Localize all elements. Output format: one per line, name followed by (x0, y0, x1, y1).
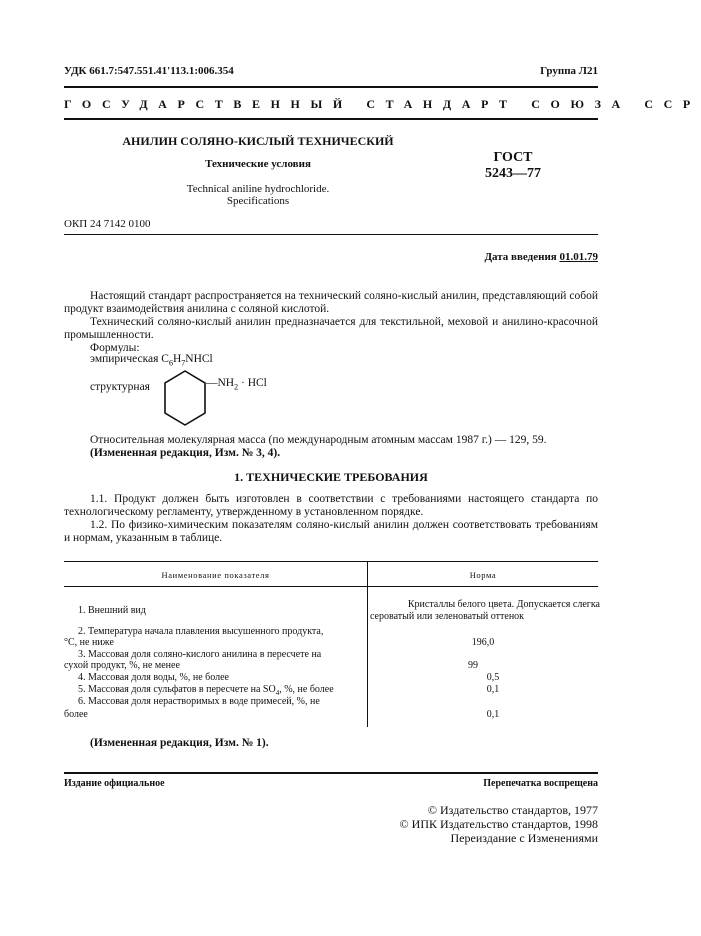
molecular-mass: Относительная молекулярная масса (по международным атомным массам 1987 г.) — 129, 59. (90, 434, 547, 446)
purpose-paragraph: Технический соляно-кислый анилин предназначается для текстильной, меховой и анилино-красочной промышленности. (64, 316, 598, 341)
requirements-table (64, 561, 598, 727)
empirical-label: эмпирическая (90, 353, 159, 365)
row1-norm-line1: Кристаллы белого цвета. Допускается слегка (407, 599, 600, 610)
empirical-c: C (161, 353, 169, 365)
row4-name: 4. Массовая доля воды, %, не более (78, 672, 229, 683)
hcl-part: · HCl (238, 377, 267, 389)
official-edition: Издание официальное (64, 778, 165, 789)
row5-name-post: , %, не более (279, 684, 334, 695)
table-header-rule (64, 586, 598, 587)
gost-label: ГОСТ (493, 150, 533, 165)
row3-name-line1: 3. Массовая доля соляно-кислого анилина в пересчете на (78, 649, 322, 660)
document-title: АНИЛИН СОЛЯНО-КИСЛЫЙ ТЕХНИЧЕСКИЙ (122, 134, 394, 148)
structural-label: структурная (90, 381, 150, 393)
okp-code: ОКП 24 7142 0100 (64, 218, 151, 230)
row4-norm: 0,5 (486, 672, 500, 683)
reprint-prohibited: Перепечатка воспрещена (483, 778, 598, 789)
empirical-rest: NHCl (185, 353, 213, 365)
table-top-rule (64, 561, 598, 562)
group-code: Группа Л21 (540, 65, 598, 77)
row1-norm-line2: сероватый или зеленоватый оттенок (370, 611, 525, 622)
row5-name-pre: 5. Массовая доля сульфатов в пересчете на SO (78, 684, 276, 695)
udk-code: УДК 661.7:547.551.41'113.1:006.354 (64, 65, 234, 77)
table-edition-note: (Измененная редакция, Изм. № 1). (90, 737, 269, 749)
nh-group: —NH (206, 377, 235, 389)
row3-norm: 99 (468, 660, 478, 671)
intro-date-value: 01.01.79 (559, 251, 598, 263)
row6-name-line2: более (64, 709, 88, 720)
footer-rule (64, 772, 598, 774)
row2-name-line2: °С, не ниже (64, 637, 114, 648)
edition-note: (Измененная редакция, Изм. № 3, 4). (90, 447, 281, 459)
document-subtitle: Технические условия (205, 158, 311, 170)
column-header-name: Наименование показателя (161, 570, 270, 580)
clause-1-2: 1.2. По физико-химическим показателям соляно-кислый анилин должен соответствовать требованиям и нормам, указанным в таблице. (64, 519, 598, 544)
row6-norm: 0,1 (486, 709, 500, 720)
reissue-note: Переиздание с Изменениями (450, 831, 598, 845)
row6-name-line1: 6. Массовая доля нерастворимых в воде примесей, %, не (78, 696, 320, 707)
row5-norm: 0,1 (486, 684, 500, 695)
structural-group (206, 377, 267, 391)
intro-date-label: Дата введения (484, 251, 557, 263)
row5-name-sub: 4 (275, 689, 280, 697)
row2-name-line1: 2. Температура начала плавления высушенного продукта, (78, 626, 324, 637)
empirical-h: H (172, 353, 182, 365)
column-header-norm: Норма (469, 570, 497, 580)
empirical-formula (90, 353, 213, 367)
scope-paragraph: Настоящий стандарт распространяется на технический соляно-кислый анилин, представляющий собой продукт взаимодействия анилина с соляной кислотой. (64, 290, 598, 315)
copyright-1977: © Издательство стандартов, 1977 (427, 803, 598, 817)
top-rule (64, 86, 598, 88)
section-heading: 1. ТЕХНИЧЕСКИЕ ТРЕБОВАНИЯ (234, 470, 428, 484)
empirical-c-sub: 6 (168, 358, 173, 368)
english-title-line2: Specifications (226, 195, 290, 207)
formulas-label: Формулы: (90, 342, 140, 354)
english-title-line1: Technical aniline hydrochloride. (186, 183, 330, 195)
empirical-h-sub: 7 (181, 358, 186, 368)
row2-norm: 196,0 (471, 637, 495, 648)
row1-name: 1. Внешний вид (78, 605, 146, 616)
nh-sub: 2 (234, 382, 239, 392)
clause-1-1: 1.1. Продукт должен быть изготовлен в соответствии с требованиями настоящего стандарта по технологическому регламенту, утвержденному в установленном порядке. (64, 493, 598, 518)
gost-number: 5243—77 (485, 166, 541, 181)
copyright-1998: © ИПК Издательство стандартов, 1998 (399, 817, 598, 831)
row3-name-line2: сухой продукт, %, не менее (64, 660, 180, 671)
banner-rule (64, 118, 598, 120)
intro-date (484, 251, 598, 263)
state-standard-banner: ГОСУДАРСТВЕННЫЙ СТАНДАРТ СОЮЗА ССР (64, 97, 701, 111)
title-rule (64, 234, 598, 235)
